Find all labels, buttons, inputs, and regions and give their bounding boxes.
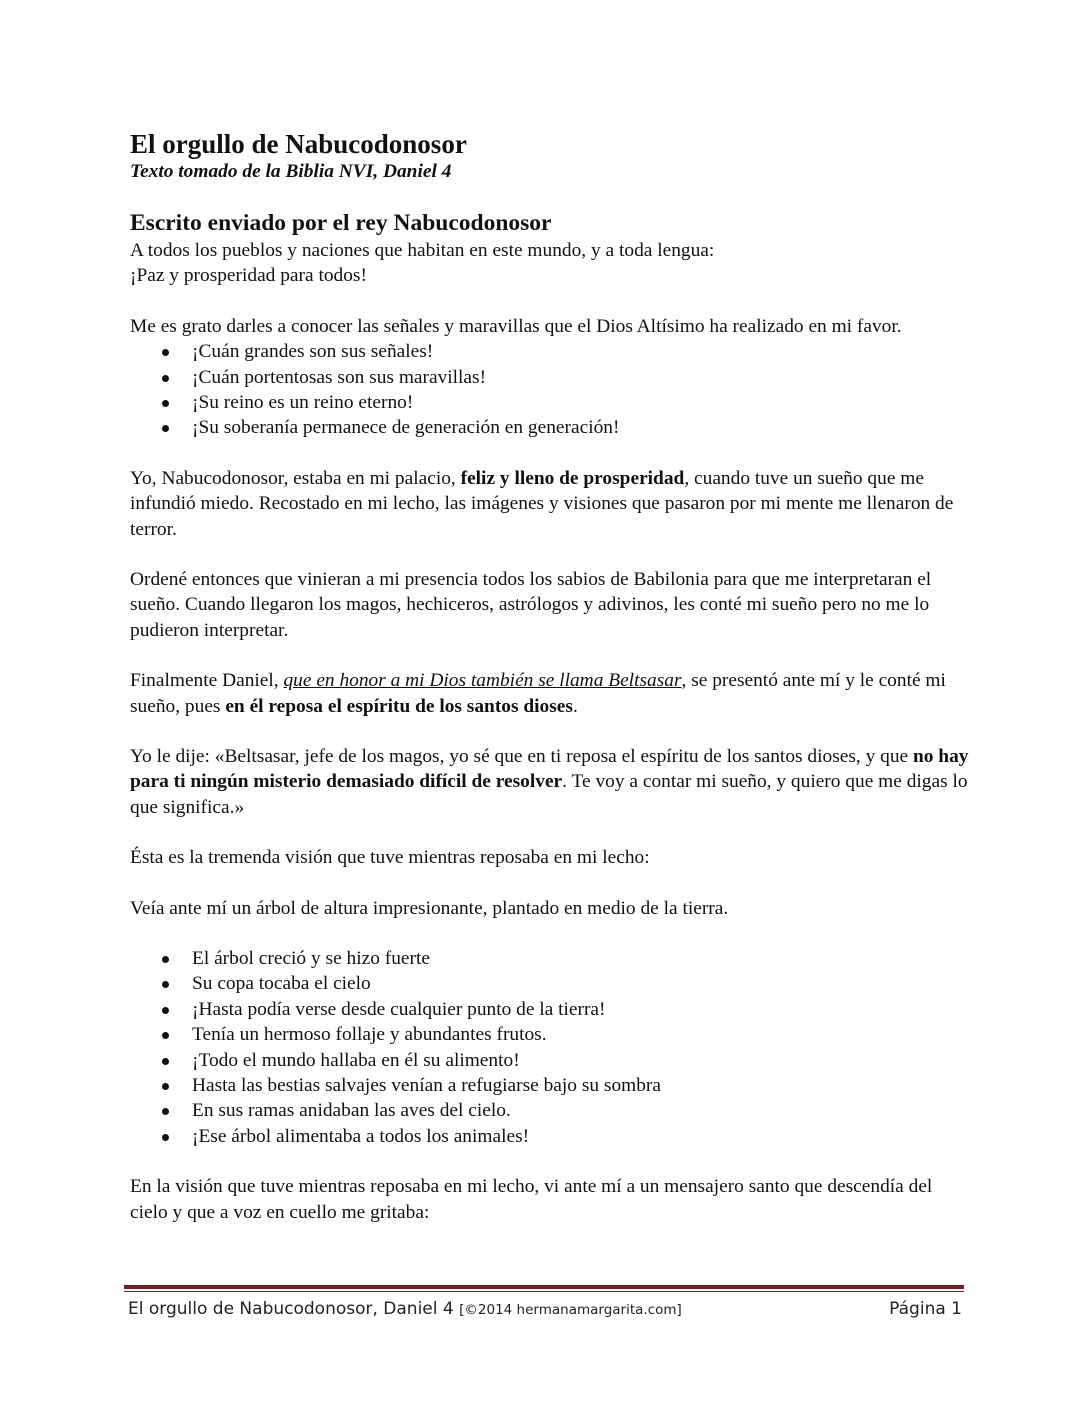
document-body: [130, 128, 970, 1225]
text-run: .: [572, 695, 578, 717]
page-title: El orgullo de Nabucodonosor: [130, 129, 467, 159]
list-item: ¡Cuán grandes son sus señales!: [130, 339, 970, 364]
praise-list: [130, 339, 970, 441]
page-footer: [128, 1296, 962, 1322]
dream-paragraph: [130, 466, 970, 542]
text-run: , se presentó ante mí y le conté mi sueño, pues: [130, 670, 946, 717]
tree-list: [130, 946, 970, 1149]
footer-divider: [124, 1285, 964, 1289]
list-item: ¡Todo el mundo hallaba en él su alimento!: [130, 1048, 970, 1073]
greeting-line-2: ¡Paz y prosperidad para todos!: [130, 265, 367, 287]
footer-divider-thin: [124, 1291, 964, 1292]
list-item: ¡Ese árbol alimentaba a todos los animales!: [130, 1124, 970, 1149]
list-item: El árbol creció y se hizo fuerte: [130, 946, 970, 971]
bold-phrase: no hay para ti ningún misterio demasiado difícil de resolver: [130, 746, 969, 793]
text-run: Yo, Nabucodonosor, estaba en mi palacio,: [130, 467, 461, 489]
list-item: ¡Su reino es un reino eterno!: [130, 390, 970, 415]
list-item: Tenía un hermoso follaje y abundantes frutos.: [130, 1022, 970, 1047]
list-item: Hasta las bestias salvajes venían a refugiarse bajo su sombra: [130, 1073, 970, 1098]
list-item: Su copa tocaba el cielo: [130, 971, 970, 996]
underlined-phrase: que en honor a mi Dios también se llama Beltsasar: [283, 670, 682, 692]
page-number: Página 1: [889, 1299, 962, 1319]
intro-paragraph: Me es grato darles a conocer las señales y maravillas que el Dios Altísimo ha realizado en mi favor.: [130, 315, 902, 337]
bold-phrase: feliz y lleno de prosperidad: [460, 467, 685, 489]
footer-text: El orgullo de Nabucodonosor, Daniel 4: [128, 1299, 460, 1319]
page-subtitle: Texto tomado de la Biblia NVI, Daniel 4: [130, 161, 452, 182]
footer-copyright: [©2014 hermanamargarita.com]: [459, 1302, 682, 1318]
text-run: . Te voy a contar mi sueño, y quiero que me digas lo que significa.»: [130, 771, 968, 818]
tree-paragraph: Veía ante mí un árbol de altura impresionante, plantado en medio de la tierra.: [130, 897, 729, 919]
list-item: En sus ramas anidaban las aves del cielo.: [130, 1098, 970, 1123]
vision-paragraph: Ésta es la tremenda visión que tuve mientras reposaba en mi lecho:: [130, 847, 650, 869]
section-heading: Escrito enviado por el rey Nabucodonosor: [130, 210, 552, 236]
text-run: , cuando tuve un sueño que me infundió miedo. Recostado en mi lecho, las imágenes y visiones que pasaron por mi mente me llenaron de terror.: [130, 467, 954, 540]
footer-title: [128, 1296, 682, 1323]
bold-phrase: en él reposa el espíritu de los santos dioses: [225, 695, 573, 717]
daniel-paragraph: [130, 668, 970, 719]
list-item: ¡Hasta podía verse desde cualquier punto de la tierra!: [130, 997, 970, 1022]
text-run: Yo le dije: «Beltsasar, jefe de los magos, yo sé que en ti reposa el espíritu de los santos dioses, y que: [130, 746, 913, 768]
list-item: ¡Cuán portentosas son sus maravillas!: [130, 365, 970, 390]
messenger-paragraph: En la visión que tuve mientras reposaba en mi lecho, vi ante mí a un mensajero santo que descendía del cielo y que a voz en cuello me gritaba:: [130, 1176, 933, 1223]
text-run: Finalmente Daniel,: [130, 670, 284, 692]
greeting-line-1: A todos los pueblos y naciones que habitan en este mundo, y a toda lengua:: [130, 240, 715, 261]
wisemen-paragraph: Ordené entonces que vinieran a mi presencia todos los sabios de Babilonia para que me interpretaran el sueño. Cuando llegaron los magos, hechiceros, astrólogos y adivinos, les conté mi sueño pero no me lo pudieron interpretar.: [130, 569, 932, 641]
list-item: ¡Su soberanía permanece de generación en generación!: [130, 415, 970, 440]
said-paragraph: [130, 744, 970, 820]
